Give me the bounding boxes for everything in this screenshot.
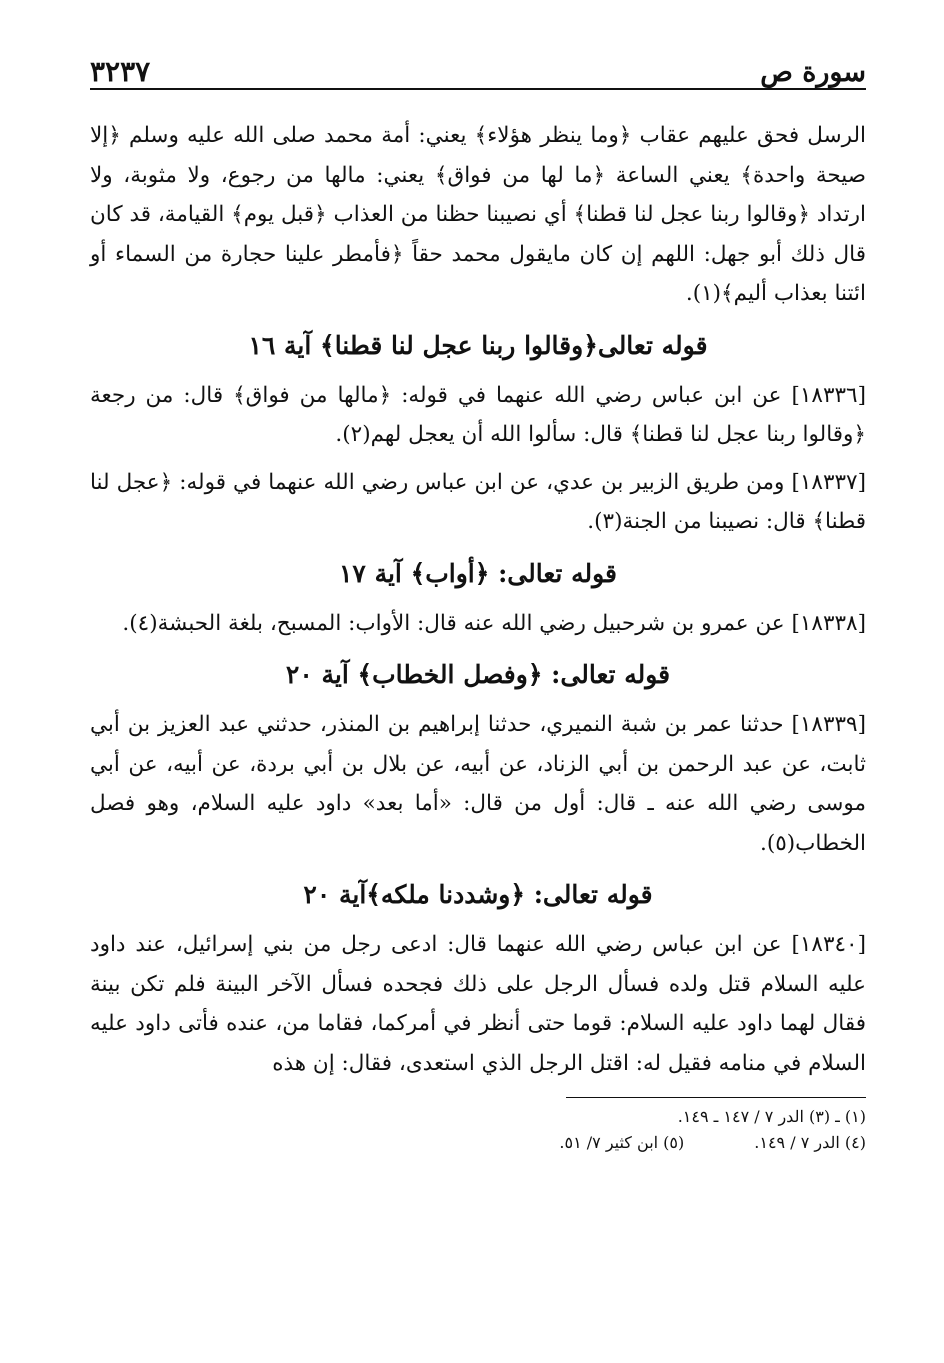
section-heading: قوله تعالى﴿وقالوا ربنا عجل لنا قطنا﴾ آية ١٦ <box>248 330 708 360</box>
footnote-line: (١) ـ (٣) الدر ٧ / ١٤٧ ـ ١٤٩. <box>677 1107 866 1126</box>
page-number: ٣٢٣٧ <box>90 55 151 88</box>
hadith-paragraph: [١٨٣٤٠] عن ابن عباس رضي الله عنهما قال: ادعى رجل من بني إسرائيل، عند داود عليه السلام قتل ولده فسأل الرجل على ذلك فجحده فسأل الآخر البينة فلم تكن بينة فقال لهما داود عليه السلام: قوما حتى أنظر في أمركما، فقاما من، عنده فأتى داود عليه السلام في منامه فقيل له: اقتل الرجل الذي استعدى، فقال: إن هذه <box>90 932 866 1076</box>
section-heading: قوله تعالى: ﴿وفصل الخطاب﴾ آية ٢٠ <box>285 660 671 689</box>
footnotes <box>90 1104 866 1156</box>
section-heading: قوله تعالى: ﴿أواب﴾ آية ١٧ <box>339 558 617 588</box>
hadith-paragraph: [١٨٣٣٧] ومن طريق الزبير بن عدي، عن ابن عباس رضي الله عنهما في قوله: ﴿عجل لنا قطنا﴾ قال: نصيبنا من الجنة(٣). <box>90 469 866 534</box>
document-page <box>90 38 866 1156</box>
hadith-paragraph: [١٨٣٣٨] عن عمرو بن شرحبيل رضي الله عنه قال: الأواب: المسبح، بلغة الحبشة(٤). <box>122 610 866 636</box>
surah-title: سورة ص <box>760 57 866 88</box>
footnote-line: (٥) ابن كثير ٧/ ٥١. <box>559 1133 685 1152</box>
footnote-line: (٤) الدر ٧ / ١٤٩. <box>754 1133 866 1152</box>
section-heading: قوله تعالى: ﴿وشددنا ملكه﴾آية ٢٠ <box>303 880 653 909</box>
hadith-paragraph: [١٨٣٣٦] عن ابن عباس رضي الله عنهما في قوله: ﴿مالها من فواق﴾ قال: من رجعة ﴿وقالوا ربنا عجل لنا قطنا﴾ قال: سألوا الله أن يعجل لهم(٢). <box>90 382 866 447</box>
page-header <box>90 38 866 90</box>
intro-paragraph: الرسل فحق عليهم عقاب ﴿وما ينظر هؤلاء﴾ يعني: أمة محمد صلى الله عليه وسلم ﴿إلا صيحة واحدة﴾ يعني الساعة ﴿ما لها من فواق﴾ يعني: مالها من رجوع، ولا مثوبة، ولا ارتداد ﴿وقالوا ربنا عجل لنا قطنا﴾ أي نصيبنا حظنا من العذاب ﴿قبل يوم﴾ القيامة، قد كان قال ذلك أبو جهل: اللهم إن كان مايقول محمد حقاً ﴿فأمطر علينا حجارة من السماء أو ائتنا بعذاب أليم﴾(١). <box>90 123 866 306</box>
footnote-separator <box>566 1097 866 1098</box>
hadith-paragraph: [١٨٣٣٩] حدثنا عمر بن شبة النميري، حدثنا إبراهيم بن المنذر، حدثني عبد العزيز بن أبي ثابت، عن عبد الرحمن بن أبي الزناد، عن أبيه، عن بلال بن أبي بردة، عن أبيه، عن أبي موسى رضي الله عنه ـ قال: أول من قال: «أما بعد» داود عليه السلام، وهو فصل الخطاب(٥). <box>90 712 866 856</box>
